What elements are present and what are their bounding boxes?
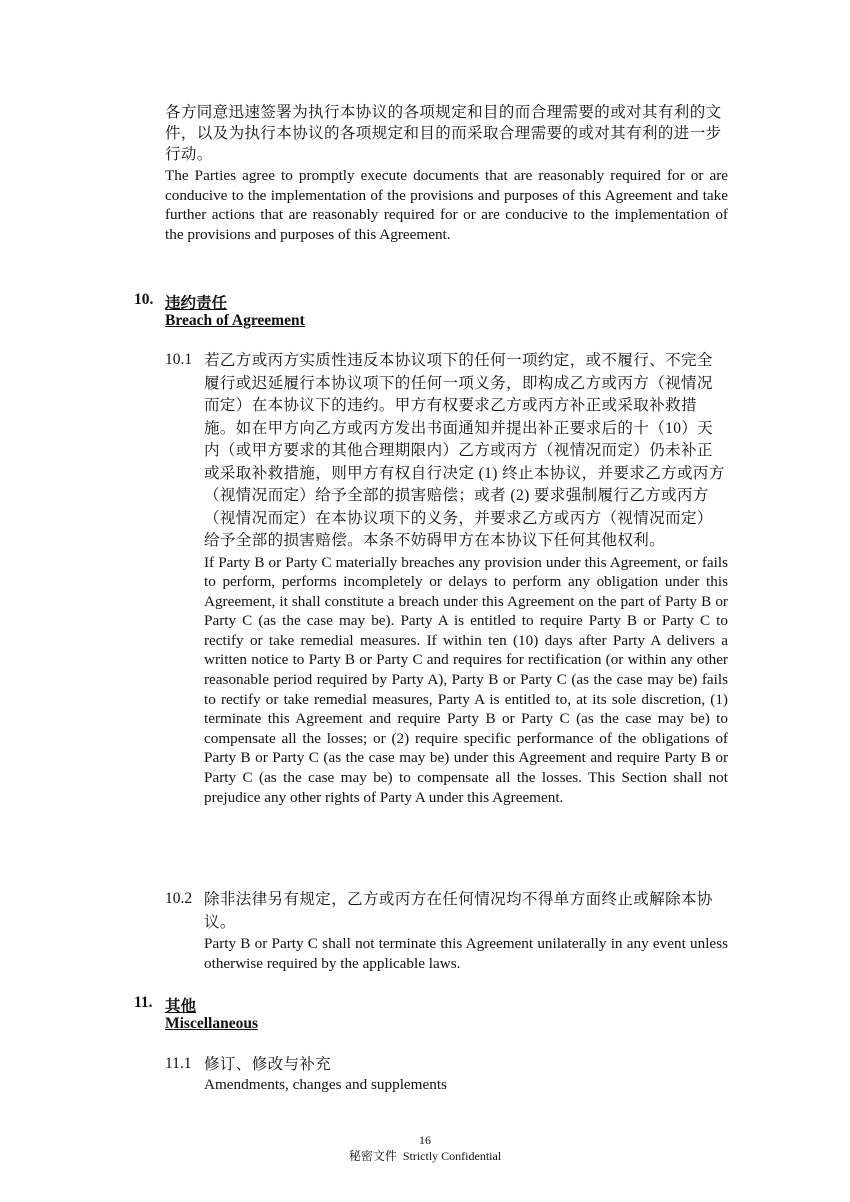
clause-11-1-number: 11.1 xyxy=(165,1055,192,1072)
intro-en: The Parties agree to promptly execute documents that are reasonably required for or are conducive to the implementation of the provisions and purposes of this Agreement and take further actions that are reasonably required for or are conducive to the implementation of the provisions and purposes of this Agreement. xyxy=(165,167,728,243)
clause-11-1-body xyxy=(204,1054,728,1095)
clause-10-2-zh: 除非法律另有规定，乙方或丙方在任何情况均不得单方面终止或解除本协议。 xyxy=(204,891,713,931)
section-11-title-zh: 其他 xyxy=(165,998,197,1015)
clause-10-2-en: Party B or Party C shall not terminate this Agreement unilaterally in any event unless otherwise required by the applicable laws. xyxy=(204,935,728,972)
confidential-label: 秘密文件 Strictly Confidential xyxy=(348,1149,502,1163)
section-10-title-en: Breach of Agreement xyxy=(165,312,305,329)
clause-11-1-en: Amendments, changes and supplements xyxy=(204,1076,447,1093)
clause-10-1-zh: 若乙方或丙方实质性违反本协议项下的任何一项约定，或不履行、不完全履行或迟延履行本协议项下的任何一项义务，即构成乙方或丙方（视情况而定）在本协议下的违约。甲方有权要求乙方或丙方补正或采取补救措施。如在甲方向乙方或丙方发出书面通知并提出补正要求后的十（10）天内（或甲方要求的其他合理期限内）乙方或丙方（视情况而定）仍未补正或采取补救措施，则甲方有权自行决定 (1) 终止本协议，并要求乙方或丙方（视情况而定）给予全部的损害赔偿；或者 (2) 要求强制履行乙方或丙方（视情况而定）在本协议项下的义务，并要求乙方或丙方（视情况而定）给予全部的损害赔偿。本条不妨碍甲方在本协议下任何其他权利。 xyxy=(204,352,725,549)
section-10-number: 10. xyxy=(134,291,154,308)
intro-paragraph xyxy=(165,102,728,244)
section-10-title-zh: 违约责任 xyxy=(165,295,228,312)
section-11-number: 11. xyxy=(134,994,153,1011)
section-11-title-en: Miscellaneous xyxy=(165,1015,258,1032)
clause-10-1-body xyxy=(204,350,728,807)
clause-10-1-en: If Party B or Party C materially breaches any provision under this Agreement, or fails to perform, performs incompletely or delays to perform any obligation under this Agreement, it shall constitute a breach under this Agreement on the part of Party B or Party C (as the case may be). Party A is entitled to require Party B or Party C to rectify or take remedial measures. If within ten (10) days after Party A delivers a written notice to Party B or Party C and requires for rectification (or within any other reasonable period required by Party A), Party B or Party C (as the case may be) fails to rectify or take remedial measures, Party A is entitled to, at its sole discretion, (1) terminate this Agreement and require Party B or Party C (as the case may be) to compensate all the losses; or (2) require specific performance of the obligations of Party B or Party C (as the case may be) under this Agreement and require Party B or Party C (as the case may be) to compensate all the losses. This Section shall not prejudice any other rights of Party A under this Agreement. xyxy=(204,553,728,806)
page-number: 16 xyxy=(419,1133,431,1147)
clause-10-2-number: 10.2 xyxy=(165,890,193,907)
clause-11-1-zh: 修订、修改与补充 xyxy=(204,1056,332,1073)
clause-10-1-number: 10.1 xyxy=(165,351,193,368)
clause-10-2-body xyxy=(204,889,728,973)
intro-zh: 各方同意迅速签署为执行本协议的各项规定和目的而合理需要的或对其有利的文件，以及为执行本协议的各项规定和目的而采取合理需要的或对其有利的进一步行动。 xyxy=(165,104,722,163)
